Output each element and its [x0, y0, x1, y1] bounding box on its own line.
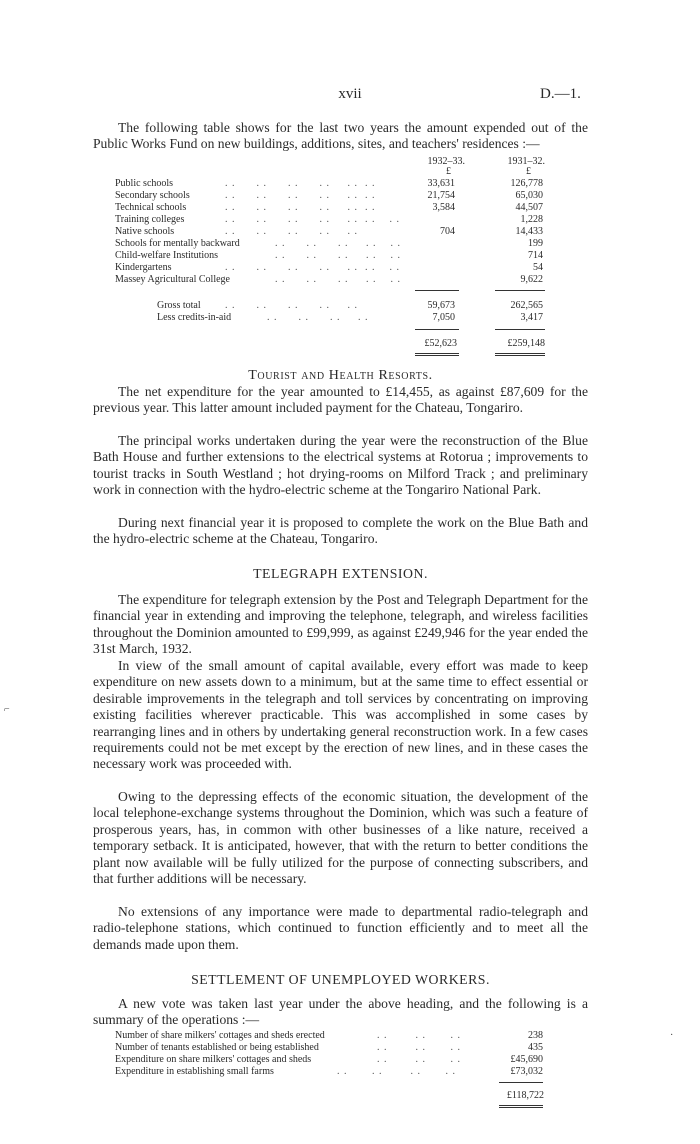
leader-dots: . . . . . . . . . . . . . . [225, 262, 400, 273]
series-code: D.—1. [540, 86, 581, 102]
col-header-1932-33: 1932–33. [427, 156, 465, 167]
value-1932-33: 7,050 [432, 312, 455, 323]
leader-dots: . . . . . . [377, 1042, 461, 1053]
leader-dots: . . . . . . . . [337, 1066, 456, 1077]
row-value: 435 [528, 1042, 543, 1053]
leader-dots: . . . . . . . . . . . . [225, 178, 376, 189]
telegraph-paragraph-4: No extensions of any importance were made to departmental radio-telegraph and radio-telephone stations, which continued to function efficiently and to meet all the demands made upon them. [93, 904, 588, 952]
tourist-section-title: Tourist and Health Resorts. [248, 368, 433, 383]
margin-mark-left: ⌐ [4, 704, 10, 715]
tourist-paragraph-1: The net expenditure for the year amounted to £14,455, as against £87,609 for the previous year. This latter amount included payment for the Chateau, Tongariro. [93, 384, 588, 416]
row-label: Kindergartens [115, 262, 172, 273]
row-label: Massey Agricultural College [115, 274, 230, 285]
row-label: Less credits-in-aid [157, 312, 232, 323]
leader-dots: . . . . . . . . . . [275, 274, 401, 285]
row-label: Expenditure on share milkers' cottages and sheds [115, 1054, 312, 1065]
row-label: Number of share milkers' cottages and sheds erected [115, 1030, 325, 1041]
public-works-table [115, 156, 555, 356]
row-value: £45,690 [510, 1054, 543, 1065]
value-1932-33: 3,584 [432, 202, 455, 213]
leader-dots: . . . . . . . . . . [225, 300, 358, 311]
value-1931-32: 44,507 [515, 202, 543, 213]
net-total-1932-33: £52,623 [424, 338, 457, 349]
leader-dots: . . . . . . . . [267, 312, 369, 323]
leader-dots: . . . . . . . . . . [275, 250, 401, 261]
rule-net-1 [415, 329, 459, 330]
row-label: Native schools [115, 226, 175, 237]
settlement-intro: A new vote was taken last year under the above heading, and the following is a summary of the operations :— [93, 996, 588, 1028]
margin-mark-right: · [670, 1030, 674, 1041]
currency-1931-32: £ [526, 166, 531, 177]
currency-1932-33: £ [446, 166, 451, 177]
telegraph-paragraph-2: In view of the small amount of capital available, every effort was made to keep expenditure on new assets down to a minimum, but at the same time to effect essential or desirable improvements in the telegraph and toll services by concentrating on improving existing facilities wherever practicable. This was accomplished in some cases by rearranging lines and in others by undertaking general reconstruction work. In a few cases requirements could not be met except by the erection of new lines, and in these cases the necessary work was proceeded with. [93, 658, 588, 772]
value-1932-33: 59,673 [427, 300, 455, 311]
page-number: xvii [338, 86, 362, 102]
row-label: Child-welfare Institutions [115, 250, 219, 261]
col-header-1931-32: 1931–32. [507, 156, 545, 167]
rule-total [499, 1082, 543, 1083]
value-1931-32: 126,778 [510, 178, 543, 189]
rule-final [499, 1105, 543, 1106]
net-total-1931-32: £259,148 [507, 338, 545, 349]
value-1931-32: 714 [528, 250, 543, 261]
value-1931-32: 65,030 [515, 190, 543, 201]
value-1931-32: 3,417 [520, 312, 543, 323]
rule-final-1 [415, 353, 459, 354]
tourist-paragraph-3: During next financial year it is proposed to complete the work on the Blue Bath and the hydro-electric scheme at the Chateau, Tongariro. [93, 515, 588, 547]
leader-dots: . . . . . . . . . . [275, 238, 401, 249]
settlement-total: £118,722 [506, 1090, 544, 1101]
rule-final-1b [415, 355, 459, 356]
settlement-table [115, 1030, 555, 1130]
leader-dots: . . . . . . . . . . . . [225, 202, 376, 213]
rule-final-2 [495, 353, 545, 354]
leader-dots: . . . . . . . . . . . . . . [225, 214, 400, 225]
row-value: £73,032 [510, 1066, 543, 1077]
value-1931-32: 1,228 [520, 214, 543, 225]
row-label: Expenditure in establishing small farms [115, 1066, 274, 1077]
value-1931-32: 54 [533, 262, 543, 273]
row-label: Training colleges [115, 214, 185, 225]
telegraph-section-title: TELEGRAPH EXTENSION. [253, 566, 428, 581]
row-label: Secondary schools [115, 190, 190, 201]
telegraph-paragraph-1: The expenditure for telegraph extension by the Post and Telegraph Department for the financial year in extending and improving the telephone, telegraph, and wireless facilities throughout the Dominion amounted to £99,999, as against £249,946 for the year ended the 31st March, 1932. [93, 592, 588, 657]
leader-dots: . . . . . . . . . . [225, 226, 358, 237]
row-label: Schools for mentally backward [115, 238, 240, 249]
rule-subtotal-1 [415, 290, 459, 291]
value-1931-32: 199 [528, 238, 543, 249]
telegraph-paragraph-3: Owing to the depressing effects of the economic situation, the development of the local telephone-exchange systems throughout the Dominion, which was such a feature of prosperous years, has, in common with other businesses of a like nature, received a temporary setback. It is anticipated, however, that with the return to better conditions the plant now available will be fully utilized for the purpose of connecting subscribers, and that further additions will be necessary. [93, 789, 588, 887]
value-1932-33: 21,754 [427, 190, 455, 201]
row-label: Gross total [157, 300, 201, 311]
tourist-paragraph-2: The principal works undertaken during the year were the reconstruction of the Blue Bath House and further extensions to the electrical systems at Rotorua ; improvements to tourist tracks in South Westland ; hot drying-rooms on Milford Track ; and preliminary work in connection with the hydro-electric scheme at the Tongariro National Park. [93, 433, 588, 498]
leader-dots: . . . . . . [377, 1054, 461, 1065]
value-1931-32: 14,433 [515, 226, 543, 237]
row-label: Technical schools [115, 202, 187, 213]
row-value: 238 [528, 1030, 543, 1041]
public-works-intro: The following table shows for the last two years the amount expended out of the Public Works Fund on new buildings, additions, sites, and teachers' residences :— [93, 120, 588, 152]
value-1932-33: 33,631 [427, 178, 455, 189]
leader-dots: . . . . . . . . . . . . [225, 190, 376, 201]
rule-final-b [499, 1107, 543, 1108]
row-label: Number of tenants established or being established [115, 1042, 319, 1053]
rule-final-2b [495, 355, 545, 356]
rule-net-2 [495, 329, 545, 330]
value-1931-32: 9,622 [520, 274, 543, 285]
rule-subtotal-2 [495, 290, 545, 291]
row-label: Public schools [115, 178, 174, 189]
value-1932-33: 704 [440, 226, 455, 237]
leader-dots: . . . . . . [377, 1030, 461, 1041]
settlement-section-title: SETTLEMENT OF UNEMPLOYED WORKERS. [191, 972, 490, 987]
value-1931-32: 262,565 [510, 300, 543, 311]
